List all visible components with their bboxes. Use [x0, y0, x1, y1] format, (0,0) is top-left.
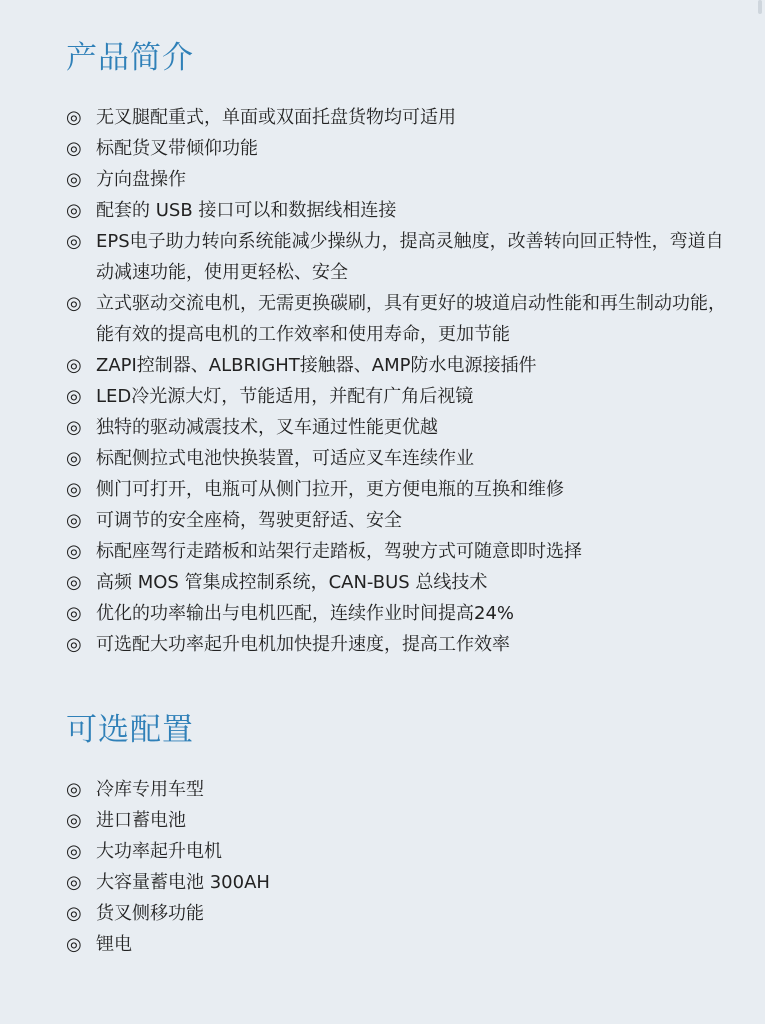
double-circle-bullet-icon: ◎ — [66, 231, 82, 252]
list-item-text: 高频 MOS 管集成控制系统，CAN-BUS 总线技术 — [96, 572, 488, 593]
double-circle-bullet-icon: ◎ — [66, 603, 82, 624]
optional-config-section — [66, 710, 726, 960]
list-item-text: EPS电子助力转向系统能减少操纵力，提高灵触度，改善转向回正特性，弯道自动减速功能，使用更轻松、安全 — [96, 231, 724, 283]
double-circle-bullet-icon: ◎ — [66, 169, 82, 190]
double-circle-bullet-icon: ◎ — [66, 903, 82, 924]
list-item-text: LED冷光源大灯，节能适用，并配有广角后视镜 — [96, 386, 474, 407]
double-circle-bullet-icon: ◎ — [66, 934, 82, 955]
list-item — [66, 898, 726, 929]
list-item — [66, 629, 726, 660]
list-item — [66, 195, 726, 226]
list-item-text: 优化的功率输出与电机匹配，连续作业时间提高24% — [96, 603, 515, 624]
double-circle-bullet-icon: ◎ — [66, 448, 82, 469]
list-item-text: 侧门可打开，电瓶可从侧门拉开，更方便电瓶的互换和维修 — [96, 479, 564, 500]
list-item — [66, 443, 726, 474]
list-item-text: 冷库专用车型 — [96, 779, 204, 800]
list-item-text: 标配座驾行走踏板和站架行走踏板，驾驶方式可随意即时选择 — [96, 541, 582, 562]
double-circle-bullet-icon: ◎ — [66, 386, 82, 407]
list-item-text: 独特的驱动减震技术，叉车通过性能更优越 — [96, 417, 438, 438]
list-item-text: 可选配大功率起升电机加快提升速度，提高工作效率 — [96, 634, 510, 655]
list-item — [66, 805, 726, 836]
product-intro-list — [66, 102, 726, 660]
scroll-indicator[interactable] — [758, 0, 762, 14]
list-item-text: 大功率起升电机 — [96, 841, 222, 862]
double-circle-bullet-icon: ◎ — [66, 200, 82, 221]
double-circle-bullet-icon: ◎ — [66, 355, 82, 376]
list-item — [66, 412, 726, 443]
optional-config-list — [66, 774, 726, 960]
list-item-text: 无叉腿配重式，单面或双面托盘货物均可适用 — [96, 107, 456, 128]
list-item-text: 标配侧拉式电池快换装置，可适应叉车连续作业 — [96, 448, 474, 469]
list-item — [66, 102, 726, 133]
list-item-text: 立式驱动交流电机，无需更换碳刷，具有更好的坡道启动性能和再生制动功能，能有效的提高电机的工作效率和使用寿命，更加节能 — [96, 293, 726, 345]
double-circle-bullet-icon: ◎ — [66, 417, 82, 438]
list-item-text: 进口蓄电池 — [96, 810, 186, 831]
list-item — [66, 505, 726, 536]
list-item-text: 可调节的安全座椅，驾驶更舒适、安全 — [96, 510, 402, 531]
double-circle-bullet-icon: ◎ — [66, 572, 82, 593]
list-item-text: 货叉侧移功能 — [96, 903, 204, 924]
list-item — [66, 836, 726, 867]
double-circle-bullet-icon: ◎ — [66, 779, 82, 800]
list-item — [66, 164, 726, 195]
double-circle-bullet-icon: ◎ — [66, 841, 82, 862]
double-circle-bullet-icon: ◎ — [66, 479, 82, 500]
double-circle-bullet-icon: ◎ — [66, 634, 82, 655]
list-item — [66, 133, 726, 164]
list-item-text: 大容量蓄电池 300AH — [96, 872, 270, 893]
list-item — [66, 350, 726, 381]
list-item — [66, 867, 726, 898]
product-intro-section — [66, 38, 726, 660]
list-item-text: 锂电 — [96, 934, 132, 955]
list-item-text: 配套的 USB 接口可以和数据线相连接 — [96, 200, 397, 221]
double-circle-bullet-icon: ◎ — [66, 810, 82, 831]
list-item — [66, 774, 726, 805]
list-item-text: 方向盘操作 — [96, 169, 186, 190]
list-item — [66, 474, 726, 505]
list-item — [66, 929, 726, 960]
list-item — [66, 567, 726, 598]
product-intro-title: 产品简介 — [66, 40, 194, 76]
list-item — [66, 288, 726, 350]
double-circle-bullet-icon: ◎ — [66, 510, 82, 531]
double-circle-bullet-icon: ◎ — [66, 107, 82, 128]
list-item — [66, 536, 726, 567]
double-circle-bullet-icon: ◎ — [66, 138, 82, 159]
list-item — [66, 381, 726, 412]
double-circle-bullet-icon: ◎ — [66, 293, 82, 314]
list-item-text: 标配货叉带倾仰功能 — [96, 138, 258, 159]
double-circle-bullet-icon: ◎ — [66, 872, 82, 893]
list-item-text: ZAPI控制器、ALBRIGHT接触器、AMP防水电源接插件 — [96, 355, 537, 376]
double-circle-bullet-icon: ◎ — [66, 541, 82, 562]
list-item — [66, 226, 726, 288]
optional-config-title: 可选配置 — [66, 712, 194, 748]
list-item — [66, 598, 726, 629]
